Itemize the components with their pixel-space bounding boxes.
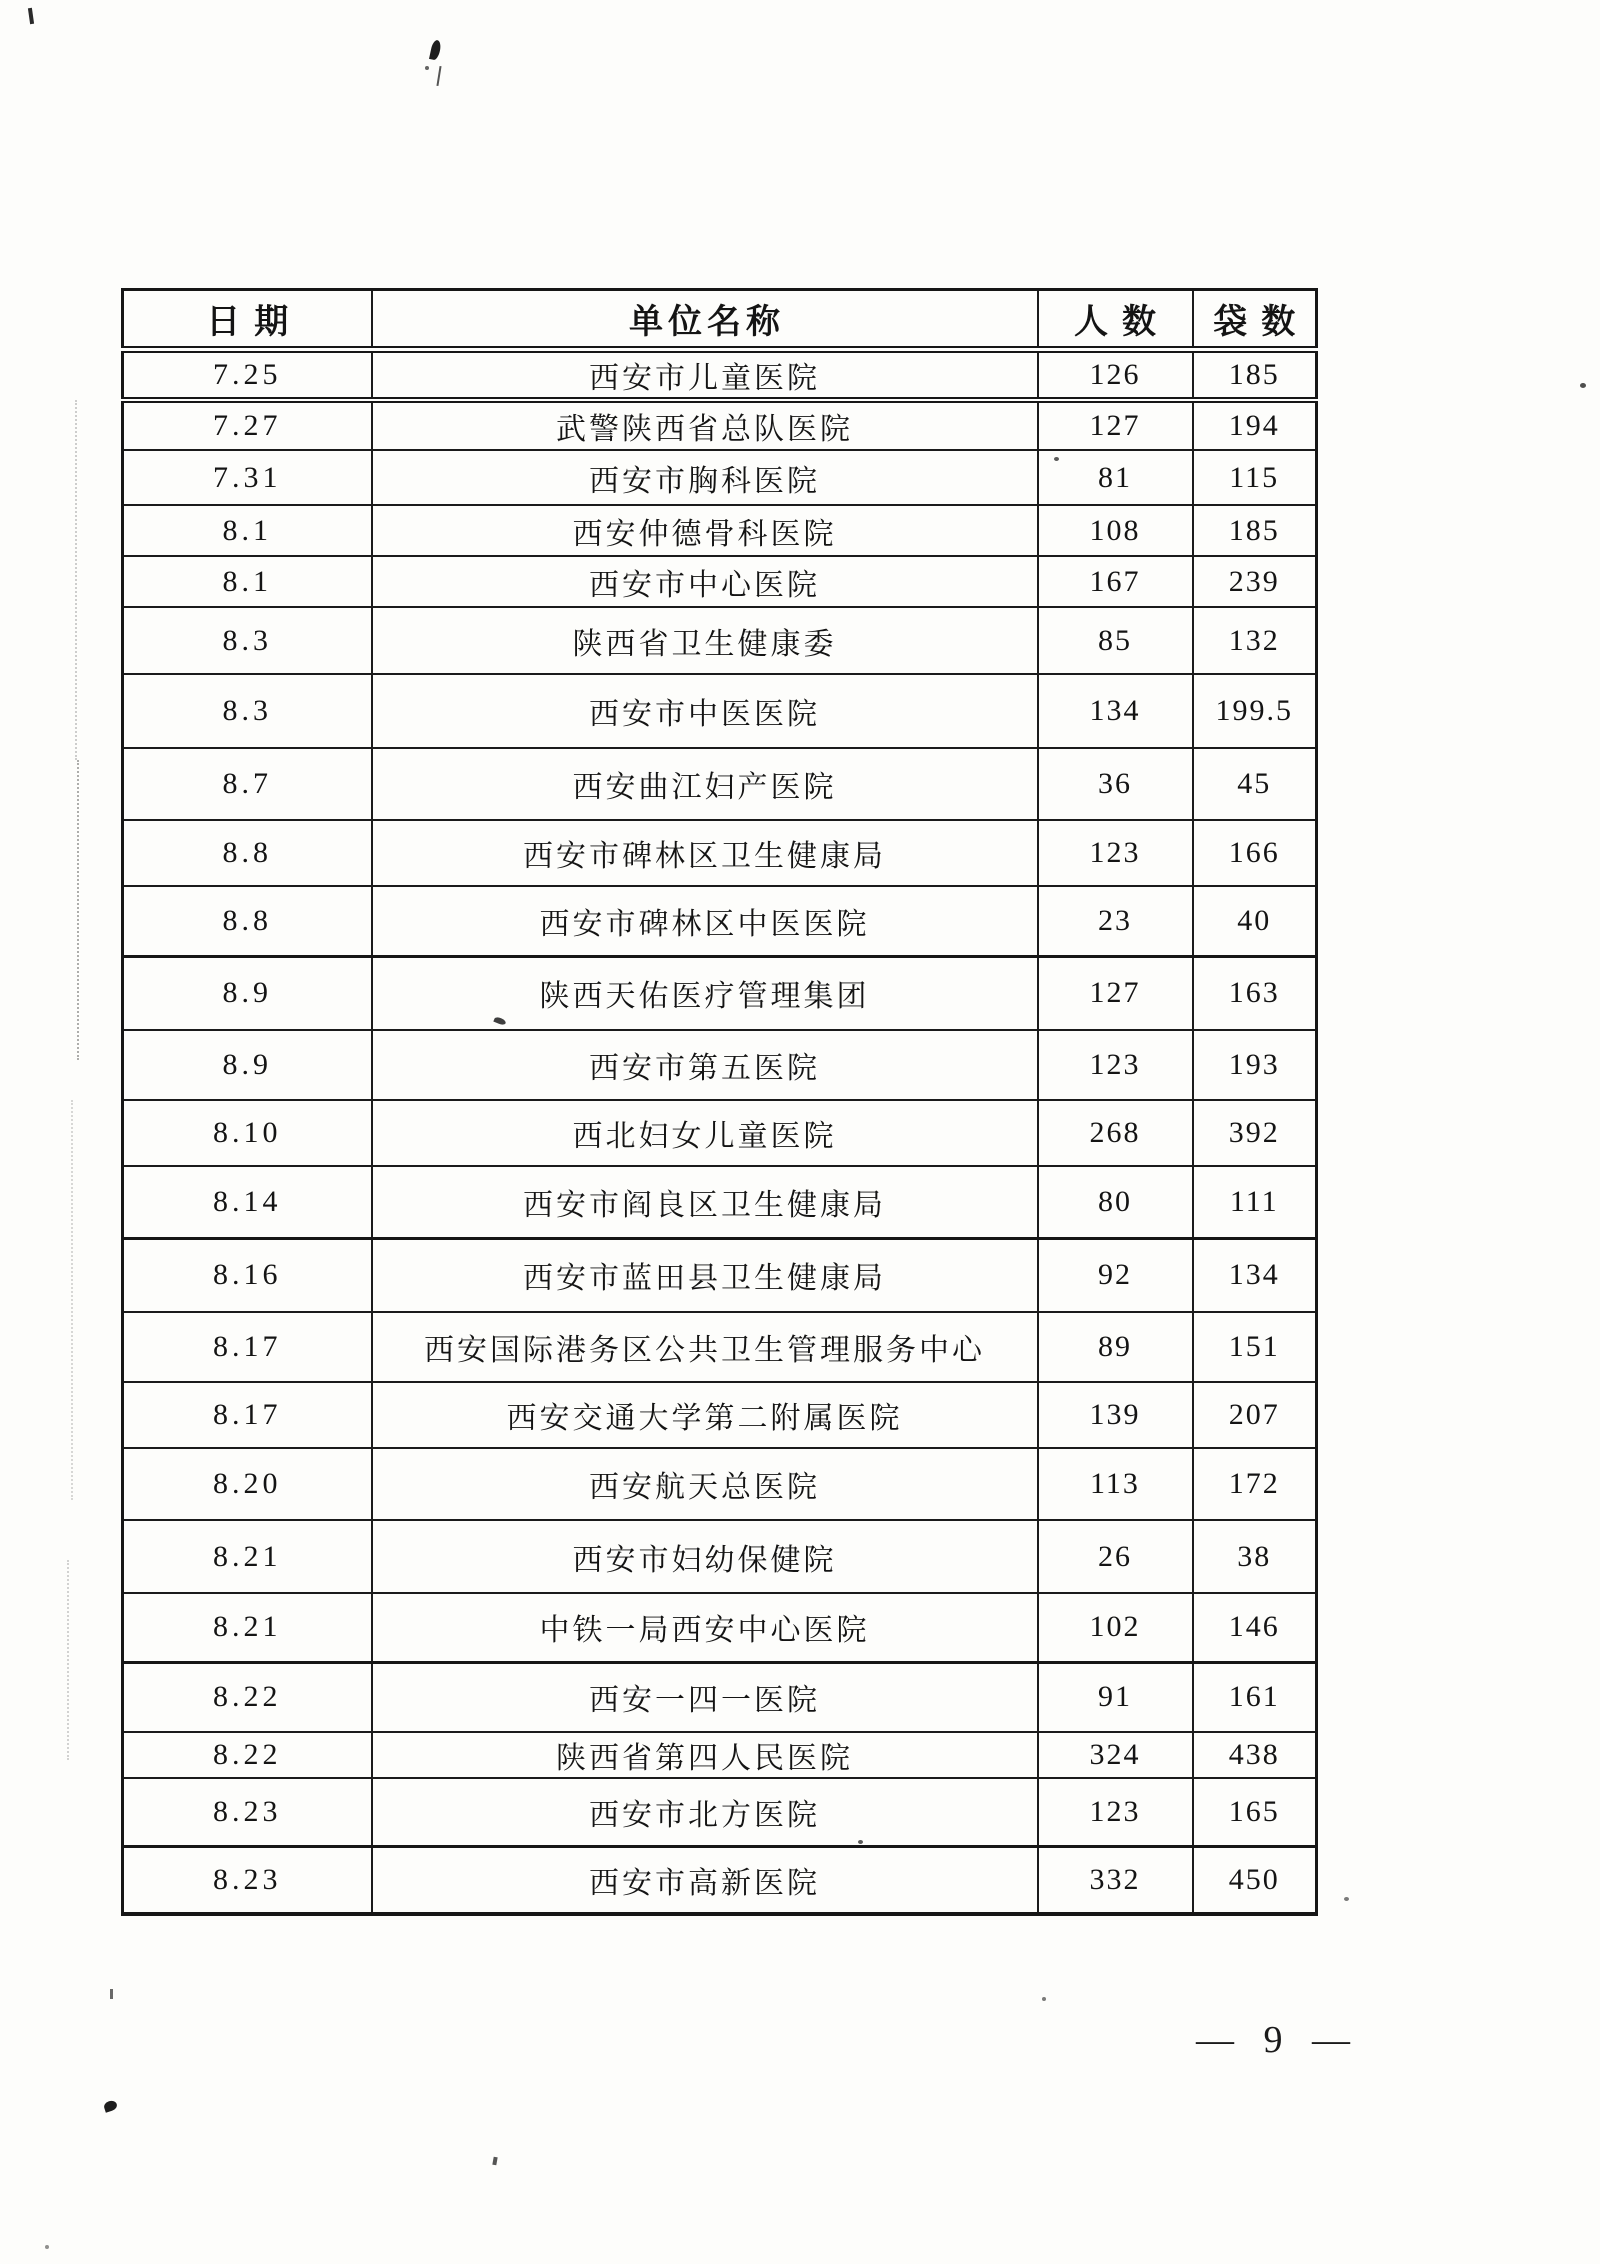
cell-unit-name: 陕西省卫生健康委 — [372, 607, 1038, 674]
cell-people-count: 167 — [1038, 556, 1193, 607]
scan-noise-line — [75, 400, 77, 760]
cell-unit-name: 中铁一局西安中心医院 — [372, 1593, 1038, 1662]
cell-unit-name: 西安仲德骨科医院 — [372, 505, 1038, 556]
cell-date: 8.10 — [123, 1100, 372, 1166]
cell-date: 8.9 — [123, 1030, 372, 1100]
cell-bag-count: 163 — [1193, 956, 1317, 1030]
cell-bag-count: 185 — [1193, 505, 1317, 556]
cell-bag-count: 161 — [1193, 1662, 1317, 1732]
cell-unit-name: 陕西天佑医疗管理集团 — [372, 956, 1038, 1030]
table-row — [123, 505, 1317, 556]
cell-date: 7.25 — [123, 350, 372, 401]
scan-speck — [103, 2099, 118, 2113]
table-row — [123, 674, 1317, 748]
cell-date: 8.1 — [123, 556, 372, 607]
cell-bag-count: 450 — [1193, 1846, 1317, 1914]
scan-speck — [28, 8, 34, 24]
table-row — [123, 1030, 1317, 1100]
cell-people-count: 268 — [1038, 1100, 1193, 1166]
table-body — [123, 350, 1317, 1915]
cell-date: 8.14 — [123, 1166, 372, 1238]
cell-unit-name: 武警陕西省总队医院 — [372, 400, 1038, 450]
cell-people-count: 127 — [1038, 956, 1193, 1030]
cell-people-count: 89 — [1038, 1312, 1193, 1382]
cell-unit-name: 西安市胸科医院 — [372, 450, 1038, 505]
cell-people-count: 36 — [1038, 748, 1193, 820]
cell-bag-count: 193 — [1193, 1030, 1317, 1100]
cell-date: 8.3 — [123, 674, 372, 748]
cell-date: 8.9 — [123, 956, 372, 1030]
cell-people-count: 332 — [1038, 1846, 1193, 1914]
cell-date: 8.17 — [123, 1312, 372, 1382]
cell-people-count: 123 — [1038, 820, 1193, 886]
attendance-table — [121, 288, 1318, 1916]
cell-bag-count: 166 — [1193, 820, 1317, 886]
cell-people-count: 23 — [1038, 886, 1193, 956]
cell-unit-name: 西安曲江妇产医院 — [372, 748, 1038, 820]
scan-speck — [110, 1989, 113, 1999]
cell-bag-count: 392 — [1193, 1100, 1317, 1166]
table-row — [123, 1778, 1317, 1846]
cell-unit-name: 西安市中心医院 — [372, 556, 1038, 607]
cell-bag-count: 111 — [1193, 1166, 1317, 1238]
cell-people-count: 113 — [1038, 1448, 1193, 1520]
cell-people-count: 85 — [1038, 607, 1193, 674]
cell-bag-count: 132 — [1193, 607, 1317, 674]
cell-date: 8.17 — [123, 1382, 372, 1448]
cell-people-count: 127 — [1038, 400, 1193, 450]
cell-bag-count: 185 — [1193, 350, 1317, 401]
cell-date: 8.20 — [123, 1448, 372, 1520]
cell-bag-count: 45 — [1193, 748, 1317, 820]
cell-unit-name: 西安市碑林区中医医院 — [372, 886, 1038, 956]
cell-unit-name: 陕西省第四人民医院 — [372, 1732, 1038, 1778]
cell-bag-count: 199.5 — [1193, 674, 1317, 748]
table-header-row — [123, 290, 1317, 350]
scan-speck — [858, 1840, 863, 1844]
cell-date: 8.21 — [123, 1593, 372, 1662]
table-row — [123, 1520, 1317, 1593]
cell-unit-name: 西安市北方医院 — [372, 1778, 1038, 1846]
cell-people-count: 80 — [1038, 1166, 1193, 1238]
table-row — [123, 1846, 1317, 1914]
cell-date: 8.21 — [123, 1520, 372, 1593]
scan-noise-line — [71, 1100, 73, 1500]
table-row — [123, 1238, 1317, 1312]
cell-unit-name: 西安交通大学第二附属医院 — [372, 1382, 1038, 1448]
cell-unit-name: 西安市碑林区卫生健康局 — [372, 820, 1038, 886]
cell-date: 8.16 — [123, 1238, 372, 1312]
scan-speck — [429, 39, 442, 60]
col-header-date: 日期 — [123, 290, 372, 350]
cell-bag-count: 172 — [1193, 1448, 1317, 1520]
cell-people-count: 81 — [1038, 450, 1193, 505]
cell-bag-count: 134 — [1193, 1238, 1317, 1312]
table-row — [123, 1732, 1317, 1778]
cell-date: 8.8 — [123, 886, 372, 956]
cell-date: 8.7 — [123, 748, 372, 820]
cell-date: 7.31 — [123, 450, 372, 505]
table-row — [123, 450, 1317, 505]
cell-date: 8.3 — [123, 607, 372, 674]
cell-unit-name: 西安市高新医院 — [372, 1846, 1038, 1914]
cell-people-count: 139 — [1038, 1382, 1193, 1448]
table-header — [123, 290, 1317, 350]
cell-unit-name: 西北妇女儿童医院 — [372, 1100, 1038, 1166]
cell-unit-name: 西安市第五医院 — [372, 1030, 1038, 1100]
cell-people-count: 324 — [1038, 1732, 1193, 1778]
cell-people-count: 126 — [1038, 350, 1193, 401]
table-row — [123, 607, 1317, 674]
cell-unit-name: 西安市蓝田县卫生健康局 — [372, 1238, 1038, 1312]
scan-speck — [45, 2245, 49, 2249]
cell-people-count: 92 — [1038, 1238, 1193, 1312]
cell-bag-count: 38 — [1193, 1520, 1317, 1593]
cell-unit-name: 西安一四一医院 — [372, 1662, 1038, 1732]
cell-people-count: 26 — [1038, 1520, 1193, 1593]
table-row — [123, 1662, 1317, 1732]
cell-date: 8.1 — [123, 505, 372, 556]
table-row — [123, 1593, 1317, 1662]
cell-bag-count: 239 — [1193, 556, 1317, 607]
cell-people-count: 108 — [1038, 505, 1193, 556]
table-row — [123, 400, 1317, 450]
cell-date: 8.8 — [123, 820, 372, 886]
cell-people-count: 123 — [1038, 1030, 1193, 1100]
scan-speck — [425, 66, 429, 70]
col-header-people: 人数 — [1038, 290, 1193, 350]
cell-people-count: 123 — [1038, 1778, 1193, 1846]
table-row — [123, 350, 1317, 401]
cell-date: 8.22 — [123, 1732, 372, 1778]
col-header-unit: 单位名称 — [372, 290, 1038, 350]
cell-unit-name: 西安国际港务区公共卫生管理服务中心 — [372, 1312, 1038, 1382]
cell-date: 8.23 — [123, 1778, 372, 1846]
table-row — [123, 1100, 1317, 1166]
cell-bag-count: 207 — [1193, 1382, 1317, 1448]
cell-bag-count: 146 — [1193, 1593, 1317, 1662]
table-row — [123, 1312, 1317, 1382]
cell-people-count: 102 — [1038, 1593, 1193, 1662]
table-row — [123, 820, 1317, 886]
cell-bag-count: 194 — [1193, 400, 1317, 450]
cell-people-count: 91 — [1038, 1662, 1193, 1732]
table-row — [123, 556, 1317, 607]
table-row — [123, 1448, 1317, 1520]
table-row — [123, 748, 1317, 820]
table-row — [123, 886, 1317, 956]
scan-speck — [1580, 383, 1586, 388]
cell-date: 8.23 — [123, 1846, 372, 1914]
cell-unit-name: 西安市中医医院 — [372, 674, 1038, 748]
col-header-bags: 袋数 — [1193, 290, 1317, 350]
cell-people-count: 134 — [1038, 674, 1193, 748]
cell-date: 8.22 — [123, 1662, 372, 1732]
scan-speck — [1042, 1997, 1046, 2001]
page-number: — 9 — — [1196, 2019, 1360, 2061]
cell-bag-count: 115 — [1193, 450, 1317, 505]
cell-date: 7.27 — [123, 400, 372, 450]
cell-bag-count: 151 — [1193, 1312, 1317, 1382]
scan-speck — [1054, 457, 1059, 461]
cell-bag-count: 165 — [1193, 1778, 1317, 1846]
cell-unit-name: 西安市儿童医院 — [372, 350, 1038, 401]
cell-unit-name: 西安市阎良区卫生健康局 — [372, 1166, 1038, 1238]
scan-speck — [436, 66, 441, 86]
table-row — [123, 1382, 1317, 1448]
scan-speck — [1344, 1897, 1349, 1901]
scan-noise-line — [77, 760, 79, 1060]
scan-noise-line — [67, 1560, 69, 1760]
table-row — [123, 956, 1317, 1030]
scan-speck — [492, 2157, 497, 2166]
cell-bag-count: 438 — [1193, 1732, 1317, 1778]
cell-unit-name: 西安市妇幼保健院 — [372, 1520, 1038, 1593]
cell-unit-name: 西安航天总医院 — [372, 1448, 1038, 1520]
table-row — [123, 1166, 1317, 1238]
cell-bag-count: 40 — [1193, 886, 1317, 956]
